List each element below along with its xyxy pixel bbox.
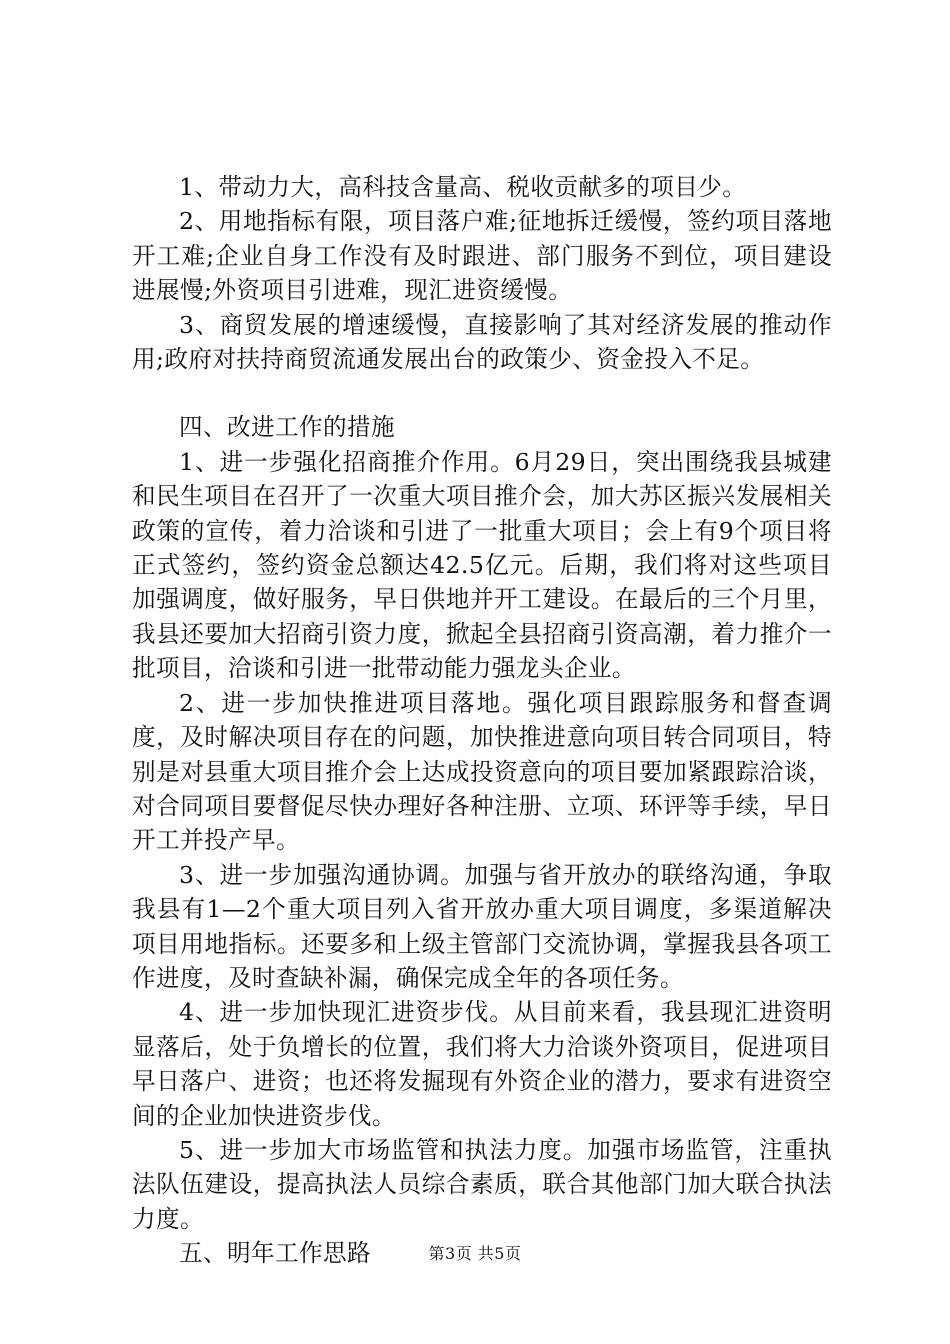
- document-body: [132, 170, 832, 1271]
- measure-paragraph-4: 4、进一步加快现汇进资步伐。从目前来看，我县现汇进资明显落后，处于负增长的位置，我们将大力洽谈外资项目，促进项目早日落户、进资；也还将发掘现有外资企业的潜力，要求有进资空间的企业加快进资步伐。: [132, 998, 832, 1130]
- problem-paragraph-2: 2、用地指标有限，项目落户难;征地拆迁缓慢，签约项目落地开工难;企业自身工作没有及时跟进、部门服务不到位，项目建设进展慢;外资项目引进难，现汇进资缓慢。: [132, 207, 832, 305]
- paragraph-gap: [132, 376, 832, 410]
- measure-paragraph-5: 5、进一步加大市场监管和执法力度。加强市场监管，注重执法队伍建设，提高执法人员综合素质，联合其他部门加大联合执法力度。: [132, 1135, 832, 1233]
- section-heading-5: 五、明年工作思路: [179, 1239, 371, 1268]
- page-footer: 第3页 共5页: [428, 1244, 522, 1263]
- problem-paragraph-1: 1、带动力大，高科技含量高、税收贡献多的项目少。: [179, 173, 747, 201]
- problem-paragraph-3: 3、商贸发展的增速缓慢，直接影响了其对经济发展的推动作用;政府对扶持商贸流通发展出台的政策少、资金投入不足。: [132, 310, 832, 374]
- measure-paragraph-3: 3、进一步加强沟通协调。加强与省开放办的联络沟通，争取我县有1—2个重大项目列入省开放办重大项目调度，多渠道解决项目用地指标。还要多和上级主管部门交流协调，掌握我县各项工作进度，及时查缺补漏，确保完成全年的各项任务。: [132, 860, 832, 992]
- measure-paragraph-2: 2、进一步加快推进项目落地。强化项目跟踪服务和督查调度，及时解决项目存在的问题，加快推进意向项目转合同项目，特别是对县重大项目推介会上达成投资意向的项目要加紧跟踪洽谈，对合同项目要督促尽快办理好各种注册、立项、环评等手续，早日开工并投产早。: [132, 688, 832, 855]
- measure-paragraph-1: 1、进一步强化招商推介作用。6月29日，突出围绕我县城建和民生项目在召开了一次重大项目推介会，加大苏区振兴发展相关政策的宣传，着力洽谈和引进了一批重大项目；会上有9个项目将正式签约，签约资金总额达42.5亿元。后期，我们将对这些项目加强调度，做好服务，早日供地并开工建设。在最后的三个月里，我县还要加大招商引资力度，掀起全县招商引资高潮，着力推介一批项目，洽谈和引进一批带动能力强龙头企业。: [132, 447, 832, 683]
- section-heading-4: 四、改进工作的措施: [179, 413, 395, 442]
